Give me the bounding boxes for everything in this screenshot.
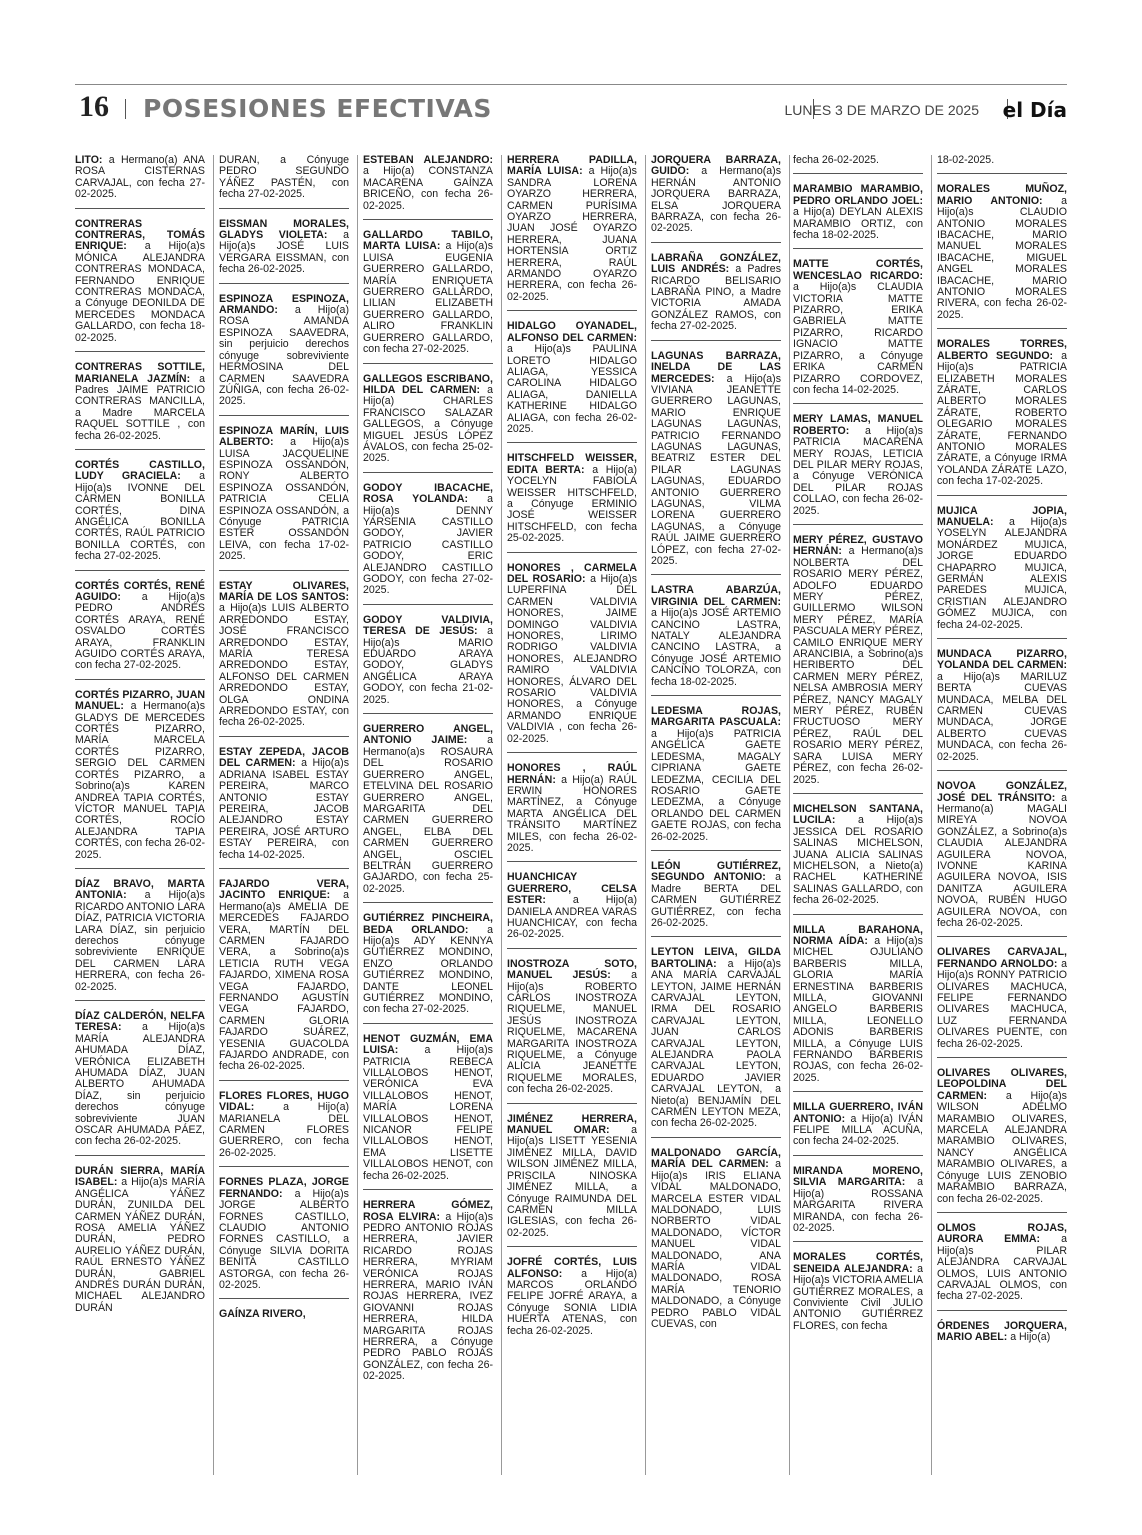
notice-entry <box>793 1102 923 1156</box>
deceased-name: LEDESMA ROJAS, MARGARITA PASCUALA: <box>651 705 781 729</box>
notice-text: a Hijo(a) MARIANELA DEL CARMEN FLORES GUERRERO, con fecha 26-02-2025. <box>219 1101 349 1159</box>
notice-text: a Hijo(a)s SANDRA LORENA OYARZO HERRERA, CARMEN PURÍSIMA OYARZO HERRERA, JUAN JOSÉ OYARZO HERRERA, JUANA HORTENSIA ORTIZ HERRERA, RAÚL ARMANDO OYARZO HERRERA, con fecha 26-02-2025. <box>507 165 637 303</box>
notice-text: a Hijo(a) ROSSANA MARGARITA RIVERA MIRANDA, con fecha 26-02-2025. <box>793 1176 923 1234</box>
notice-entry <box>75 362 205 450</box>
page-header <box>75 90 1067 130</box>
notice-entry <box>651 351 781 576</box>
notice-entry <box>75 690 205 869</box>
deceased-name: FORNES PLAZA, JORGE FERNANDO: <box>219 1176 349 1200</box>
notice-text: a Hijo(a)s YOSELYN ALEJANDRA MONÁRDEZ MUJICA, JORGE EDUARDO CHAPARRO MUJICA, GERMÁN ALEXIS PAREDES MUJICA, CRISTIAN ALEJANDRO GÓMEZ MUJICA, con fecha 24-02-2025. <box>937 515 1067 631</box>
deceased-name: ESPINOZA ESPINOZA, ARMANDO: <box>219 292 349 317</box>
deceased-name: HERRERA GÓMEZ, ROSA ELVIRA: <box>363 1199 493 1223</box>
deceased-name: MERY PÉREZ, GUSTAVO HERNÁN: <box>793 533 923 558</box>
notice-entry <box>507 563 637 754</box>
deceased-name: LITO: <box>75 155 103 166</box>
header-separator <box>125 99 126 119</box>
notice-entry <box>507 1114 637 1247</box>
notice-entry <box>937 506 1067 639</box>
deceased-name: JIMÉNEZ HERRERA, MANUEL OMAR: <box>507 1112 637 1137</box>
deceased-name: MERY LAMAS, MANUEL ROBERTO: <box>793 413 923 437</box>
deceased-name: MATTE CORTÉS, WENCESLAO RICARDO: <box>793 258 923 282</box>
notice-text: a Hijo(a)s JORGE ALBERTO FORNES CASTILLO, CLAUDIO ANTONIO FORNES CASTILLO, a Cónyuge SILVIA DORITA BENITA CASTILLO ASTORGA, con fecha 26-02-2025. <box>219 1187 349 1291</box>
deceased-name: MILLA GUERRERO, IVÁN ANTONIO: <box>793 1101 923 1125</box>
notice-entry <box>363 615 493 714</box>
notice-entry <box>219 294 349 416</box>
notice-text: a Hijo(a)s PATRICIA MACARENA MERY ROJAS, LETICIA DEL PILAR MERY ROJAS, a Cónyuge VERÓNICA DEL PILAR ROJAS COLLAO, con fecha 26-02-2025. <box>793 424 923 517</box>
notice-text: a Hijo(a)s PATRICIA ANGÉLICA GAETE LEDESMA, MAGALY CIPRIANA GAETE LEDEZMA, CECILIA DEL ROSARIO GAETE LEDEZMA, a Cónyuge ORLANDO DEL CARMEN GAETE ROJAS, con fecha 26-02-2025. <box>651 727 781 843</box>
notice-text: a Hijo(a)s DENNY YARSENIA CASTILLO GODOY, JAVIER PATRICIO CASTILLO GODOY, ERIC ALEJANDRO CASTILLO GODOY, con fecha 27-02-2025. <box>363 493 493 597</box>
deceased-name: GODOY VALDIVIA, TERESA DE JESÚS: <box>363 613 493 638</box>
deceased-name: CORTÉS PIZARRO, JUAN MANUEL: <box>75 688 205 713</box>
deceased-name: OLIVARES CARVAJAL, FERNANDO ARNOLDO: <box>937 946 1067 970</box>
deceased-name: FLORES FLORES, HUGO VIDAL: <box>219 1089 349 1114</box>
column-rule <box>357 155 358 1475</box>
notice-entry <box>793 804 923 915</box>
deceased-name: MORALES TORRES, ALBERTO SEGUNDO: <box>937 338 1067 362</box>
column-rule <box>213 155 214 1475</box>
notice-text: a Hijo(a)s MARÍA ALEJANDRA AHUMADA DÍAZ, VERÓNICA ELIZABETH AHUMADA DÍAZ, JUAN ALBERTO AHUMADA DÍAZ, sin perjuicio derechos cónyuge sobreviviente JUAN OSCAR AHUMADA PÁEZ, con fecha 26-02-2025. <box>75 1021 205 1148</box>
notice-entry <box>651 585 781 696</box>
notice-text: a Hijo(a) DANIELA ANDREA VARAS HUANCHICAY, con fecha 26-02-2025. <box>507 894 637 941</box>
deceased-name: HUANCHICAY GUERRERO, CELSA ESTER: <box>507 871 637 907</box>
deceased-name: GUERRERO ANGEL, ANTONIO JAIME: <box>363 723 493 747</box>
notice-text: a Hijo(a)s RICARDO ANTONIO LARA DÍAZ, PATRICIA VICTORIA LARA DÍAZ, sin perjuicio derechos cónyuge sobreviviente ENRIQUE DEL CARMEN LARA HERRERA, con fecha 26-02-2025. <box>75 889 205 993</box>
notice-entry <box>219 1177 349 1299</box>
notice-entry <box>793 259 923 404</box>
notice-text: a Hijo(a) DEYLAN ALEXIS MARAMBIO ORTIZ, con fecha 18-02-2025. <box>793 206 923 242</box>
notice-entry <box>507 959 637 1104</box>
notice-text: a Hermano(a)s NOLBERTA DEL ROSARIO MERY PÉREZ, ADOLFO EDUARDO MERY PÉREZ, GUILLERMO WILSON MERY PÉREZ, MARÍA PASCUALA MERY PÉREZ, CAMILO ENRIQUE MERY ARANCIBIA, a Sobrino(a)s HERIBERTO DEL CARMEN MERY PÉREZ, NELSA AMBROSIA MERY PÉREZ, NANCY MAGALY MERY PÉREZ, RUBÉN FRUCTUOSO MERY PÉREZ, RAÚL DEL ROSARIO MERY PÉREZ, SARA LUISA MERY PÉREZ, con fecha 26-02-2025. <box>793 545 923 786</box>
page-number: 16 <box>79 90 109 123</box>
deceased-name: MORALES CORTÉS, SENEIDA ALEJANDRA: <box>793 1251 923 1275</box>
notice-text: a Hijo(a)s PATRICIA ELIZABETH MORALES ZÁRATE, CARLOS ALBERTO MORALES ZÁRATE, ROBERTO OLEGARIO MORALES ZÁRATE, FERNANDO ANTONIO MORALES ZÁRATE, a Cónyuge IRMA YOLANDA ZÁRATE LAZO, con fecha 17-02-2025. <box>937 349 1067 488</box>
notice-entry <box>507 321 637 443</box>
top-rule <box>75 84 1067 85</box>
notice-text: a Hijo(a)s LISETT YESENIA JIMÉNEZ MILLA, DAVID WILSON JIMÉNEZ MILLA, PRISCILA NINOSKA JIMÉNEZ MILLA, a Cónyuge RAIMUNDA DEL CARMEN MILLA IGLESIAS, con fecha 26-02-2025. <box>507 1124 637 1239</box>
notice-column <box>75 155 205 1510</box>
deceased-name: INOSTROZA SOTO, MANUEL JESÚS: <box>507 957 637 982</box>
notice-text: fecha 26-02-2025. <box>793 155 879 166</box>
notice-text: a Hijo(a)s PAULINA LORETO HIDALGO ALIAGA, YESSICA CAROLINA HIDALGO ALIAGA, DANIELLA KATHERINE HIDALGO ALIAGA, con fecha 26-02-2025. <box>507 343 637 435</box>
notice-text: a Hijo(a)s MÓNICA ALEJANDRA CONTRERAS MONDACA, FERNANDO ENRIQUE CONTRERAS MONDACA, a Cónyuge DEONILDA DE MERCEDES MONDACA GALLARDO, con fecha 18-02-2025. <box>75 240 205 344</box>
notice-entry <box>75 581 205 680</box>
notice-text: a Hijo(a) MARCOS ORLANDO FELIPE JOFRÉ ARAYA, a Cónyuge SONIA LIDIA HUERTA ATENAS, con fecha 26-02-2025. <box>507 1267 637 1337</box>
notice-text: a Hijo(a)s ROBERTO CARLOS INOSTROZA RIQUELME, MANUEL JESÚS INOSTROZA RIQUELME, MACARENA MARGARITA INOSTROZA RIQUELME, a Cónyuge ALICIA JEANETTE RIQUELME MORALES, con fecha 26-02-2025. <box>507 969 637 1096</box>
deceased-name: NOVOA GONZÁLEZ, JOSÉ DEL TRÁNSITO: <box>937 780 1067 804</box>
notice-text: DURÁN, a Cónyuge PEDRO SEGUNDO YÁÑEZ PASTÉN, con fecha 27-02-2025. <box>219 155 349 201</box>
notice-entry <box>75 155 205 209</box>
section-title: POSESIONES EFECTIVAS <box>143 94 492 123</box>
notice-entry <box>793 1252 923 1339</box>
notice-text: a Hijo(a)s LUISA JACQUELINE ESPINOZA OSSANDÓN, RONY ALBERTO ESPINOZA OSSANDÓN, PATRICIA CELIA ESPINOZA OSSANDÓN, a Cónyuge PATRICIA ESTER OSSANDÓN LEIVA, con fecha 17-02-2025. <box>219 436 349 563</box>
notice-entry <box>651 947 781 1138</box>
deceased-name: HONORES , CARMELA DEL ROSARIO: <box>507 561 637 585</box>
notice-entry <box>219 219 349 284</box>
notice-column <box>793 155 923 1510</box>
notice-text: a Hijo(a)s LUPERFINA DEL CARMEN VALDIVIA HONORES, JAIME DOMINGO VALDIVIA HONORES, LIRIMO RODRIGO VALDIVIA HONORES, ALEJANDRO RAMIRO VALDIVIA HONORES, ÁLVARO DEL ROSARIO VALDIVIA HONORES, a Cónyuge ARMANDO ENRIQUE VALDIVIA , con fecha 26-02-2025. <box>507 573 637 745</box>
notice-text: a Padres RICARDO BELISARIO LABRAÑA PINO, a Madre VICTORIA AMADA GONZÁLEZ RAMOS, con fecha 27-02-2025. <box>651 263 781 333</box>
deceased-name: CORTÉS CORTÉS, RENÉ AGUIDO: <box>75 579 205 603</box>
deceased-name: ESTEBAN ALEJANDRO: <box>363 155 493 166</box>
deceased-name: HENOT GUZMÁN, EMA LUISA: <box>363 1032 493 1057</box>
notice-text: a Hijo(a)s MARÍA ANGÉLICA YÁÑEZ DURÁN, ZUNILDA DEL CARMEN YÁÑEZ DURÁN, ROSA AMELIA YÁÑEZ DURÁN, PEDRO AURELIO YÁÑEZ DURÁN, RAÚL ERNESTO YÁÑEZ DURÁN, GABRIEL ANDRÉS DURÁN DURÁN, MICHAEL ALEJANDRO DURÁN <box>75 1176 205 1314</box>
notice-entry <box>793 184 923 249</box>
notice-entry <box>219 879 349 1081</box>
notice-entry <box>651 253 781 341</box>
notices-columns <box>75 155 1067 1515</box>
notice-entry <box>507 763 637 862</box>
deceased-name: FAJARDO VERA, JACINTO ENRIQUE: <box>219 877 349 902</box>
column-rule <box>789 155 790 1475</box>
notice-entry <box>363 1034 493 1190</box>
notice-entry <box>507 453 637 552</box>
notice-entry <box>75 1011 205 1156</box>
notice-text: a Hijo(a)s VICTORIA AMELIA GUTIÉRREZ MORALES, a Conviviente Civil JULIO ANTONIO GUTIÉRREZ FLORES, con fecha <box>793 1262 923 1332</box>
deceased-name: GODOY IBACACHE, ROSA YOLANDA: <box>363 481 493 506</box>
notice-text: a Hijo(a) CONSTANZA MACARENA GAÍNZA BRICEÑO, con fecha 26-02-2025. <box>363 165 493 212</box>
notice-entry <box>219 1309 349 1327</box>
notice-text: a Hijo(a)s MICHEL OJULIANO BARBERIS MILLA, GLORIA MARÍA ERNESTINA BARBERIS MILLA, GIOVANNI ANGELO BARBERIS MILLA, LEONELLO ADONIS BARBERIS MILLA, a Cónyuge LUIS FERNANDO BARBERIS ROJAS, con fecha 26-02-2025. <box>793 934 923 1084</box>
notice-text: a Hijo(a)s PILAR ALEJANDRA CARVAJAL OLMOS, LUIS ANTONIO CARVAJAL OLMOS, con fecha 27-02-2025. <box>937 1233 1067 1303</box>
notice-text: a Hijo(a) IVÁN FELIPE MILLA ACUÑA, con fecha 24-02-2025. <box>793 1112 923 1148</box>
notice-entry <box>651 861 781 937</box>
notice-text: a Hermano(a) ANA ROSA CISTERNAS CARVAJAL, con fecha 27-02-2025. <box>75 155 205 201</box>
notice-entry <box>507 872 637 948</box>
deceased-name: GALLEGOS ESCRIBANO, HILDA DEL CARMEN: <box>363 372 493 396</box>
deceased-name: GUTIÉRREZ PINCHEIRA, BEDA ORLANDO: <box>363 912 493 936</box>
deceased-name: MILLA BARAHONA, NORMA AÍDA: <box>793 923 923 947</box>
notice-entry <box>363 230 493 363</box>
notice-entry <box>75 460 205 571</box>
notice-text: 18-02-2025. <box>937 155 995 166</box>
notice-entry <box>937 1223 1067 1311</box>
notice-entry <box>219 1091 349 1167</box>
notice-text: a Hijo(a)s MARIO EDUARDO ARAYA GODOY, GLADYS ANGÉLICA ARAYA GODOY, con fecha 21-02-2025. <box>363 625 493 706</box>
notice-entry <box>507 155 637 311</box>
notice-text: a Hijo(a) YOCELYN FABIOLA WEISSER HITSCHFELD, a Cónyuge ERMINIO JOSÉ WEISSER HITSCHFELD, con fecha 25-02-2025. <box>507 463 637 545</box>
deceased-name: ESTAY ZEPEDA, JACOB DEL CARMEN: <box>219 745 349 770</box>
notice-text: a Hijo(a)s CLAUDIO ANTONIO MORALES IBACACHE, MARIO MANUEL MORALES IBACACHE, MIGUEL ANGEL MORALES IBACACHE, MARIO ANTONIO MORALES RIVERA, con fecha 26-02-2025. <box>937 194 1067 321</box>
issue-date: LUNES 3 DE MARZO DE 2025 <box>784 102 979 118</box>
deceased-name: MORALES MUÑOZ, MARIO ANTONIO: <box>937 183 1067 207</box>
deceased-name: HITSCHFELD WEISSER, EDITA BERTA: <box>507 452 637 476</box>
notice-text: a Hijo(a)s IRIS ELIANA VIDAL MALDONADO, MARCELA ESTER VIDAL MALDONADO, LUIS NORBERTO VIDAL MALDONADO, VÍCTOR MANUEL VIDAL MALDONADO, ANA MARÍA VIDAL MALDONADO, ROSA MARÍA TENORIO MALDONADO, a Cónyuge PEDRO PABLO VIDAL CUEVAS, con <box>651 1158 781 1330</box>
deceased-name: JOFRÉ CORTÉS, LUIS ALFONSO: <box>507 1256 637 1280</box>
column-rule <box>501 155 502 1475</box>
notice-entry <box>219 426 349 571</box>
notice-entry <box>937 649 1067 771</box>
notice-entry <box>363 155 493 220</box>
deceased-name: MALDONADO GARCÍA, MARÍA DEL CARMEN: <box>651 1146 781 1171</box>
notice-text: a Hijo(a)s PEDRO ANDRÉS CORTÉS ARAYA, RENÉ OSVALDO CORTÉS ARAYA, FRANKLIN AGUIDO CORTÉS ARAYA, con fecha 27-02-2025. <box>75 591 205 672</box>
notice-text: a Hijo(a)s JOSÉ LUIS VERGARA EISSMAN, con fecha 26-02-2025. <box>219 229 349 276</box>
notice-entry <box>793 925 923 1093</box>
notice-text: a Hijo(a)s JOSÉ ARTEMIO CANCINO LASTRA, NATALY ALEJANDRA CANCINO LASTRA, a Cónyuge JOSÉ ARTEMIO CANCINO TOLORZA, con fecha 18-02-2025. <box>651 607 781 688</box>
notice-text: a Hijo(a) <box>1010 1331 1051 1344</box>
notice-entry <box>793 535 923 794</box>
deceased-name: MARAMBIO MARAMBIO, PEDRO ORLANDO JOEL: <box>793 183 923 207</box>
deceased-name: MUJICA JOPIA, MANUELA: <box>937 504 1067 528</box>
notice-entry <box>651 155 781 243</box>
deceased-name: HERRERA PADILLA, MARÍA LUISA: <box>507 155 637 178</box>
column-rule <box>645 155 646 1475</box>
notice-entry <box>219 155 349 209</box>
deceased-name: GALLARDO TABILO, MARTA LUISA: <box>363 229 493 253</box>
notice-entry <box>363 483 493 605</box>
deceased-name: DÍAZ CALDERÓN, NELFA TERESA: <box>75 1010 205 1034</box>
notice-entry <box>937 155 1067 174</box>
notice-column <box>507 155 637 1510</box>
notice-text: a Hermano(a)s AMELIA DE MERCEDES FAJARDO VERA, MARTÍN DEL CARMEN FAJARDO VERA, a Sobrino(a)s LETICIA RUTH VEGA FAJARDO, XIMENA ROSA VEGA FAJARDO, FERNANDO AGUSTÍN VEGA FAJARDO, CARMEN GLORIA FAJARDO SUÁREZ, YESENIA GUACOLDA FAJARDO ANDRADE, con fecha 26-02-2025. <box>219 889 349 1073</box>
notice-text: a Hijo(a)s LUIS ALBERTO ARREDONDO ESTAY, JOSÉ FRANCISCO ARREDONDO ESTAY, MARÍA TERESA ARREDONDO ESTAY, ALFONSO DEL CARMEN ARREDONDO ESTAY, OLGA ONDINA ARREDONDO ESTAY, con fecha 26-02-2025. <box>219 602 349 729</box>
notice-entry <box>937 947 1067 1058</box>
notice-entry <box>219 581 349 737</box>
notice-text: a Hijo(a)s LUISA EUGENIA GUERRERO GALLARDO, MARÍA ENRIQUETA GUERRERO GALLARDO, LILIAN ELIZABETH GUERRERO GALLARDO, ALIRO FRANKLIN GUERRERO GALLARDO, con fecha 27-02-2025. <box>363 240 493 356</box>
notice-entry <box>793 414 923 525</box>
notice-entry <box>793 155 923 174</box>
notice-text: a Hijo(a) RAÚL ERWIN HONORES MARTÍNEZ, a Cónyuge MARTA ANGÉLICA DEL TRÁNSITO MARTÍNEZ MILES, con fecha 26-02-2025. <box>507 773 637 854</box>
notice-entry <box>937 1068 1067 1213</box>
deceased-name: EISSMAN MORALES, GLADYS VIOLETA: <box>219 217 349 242</box>
deceased-name: ESPINOZA MARÍN, LUIS ALBERTO: <box>219 424 349 449</box>
notice-text: a Hijo(a)s JESSICA DEL ROSARIO SALINAS MICHELSON, JUANA ALICIA SALINAS MICHELSON, a Nieto(a) RACHEL KATHERINE SALINAS GALLARDO, con fecha 26-02-2025. <box>793 814 923 907</box>
notice-column <box>363 155 493 1510</box>
deceased-name: LASTRA ABARZÚA, VIRGINIA DEL CARMEN: <box>651 584 781 608</box>
notice-text: a Hijo(a)s VIVIANA JEANETTE GUERRERO LAGUNAS, MARIO ENRIQUE LAGUNAS LAGUNAS, PATRICIO FERNANDO LAGUNAS LAGUNAS, BEATRIZ ESTER DEL PILAR LAGUNAS LAGUNAS, EDUARDO ANTONIO GUERRERO LAGUNAS, VILMA LORENA GUERRERO LAGUNAS, a Cónyuge RAÚL JAIME GUERRERO LÓPEZ, con fecha 27-02-2025. <box>651 372 781 567</box>
deceased-name: CONTRERAS CONTRERAS, TOMÁS ENRIQUE: <box>75 217 205 253</box>
notice-entry <box>75 219 205 352</box>
deceased-name: GAÍNZA RIVERO, <box>219 1308 306 1321</box>
notice-text: a Hijo(a)s ADRIANA ISABEL ESTAY PEREIRA, MARCO ANTONIO ESTAY PEREIRA, JACOB ALEJANDRO ESTAY PEREIRA, JOSÉ ARTURO ESTAY PEREIRA, con fecha 14-02-2025. <box>219 757 349 861</box>
notice-entry <box>363 374 493 473</box>
notice-text: a Padres JAIME PATRICIO CONTRERAS MANCILLA, a Madre MARCELA RAQUEL SOTTILE , con fecha 26-02-2025. <box>75 372 205 442</box>
deceased-name: ESTAY OLIVARES, MARÍA DE LOS SANTOS: <box>219 579 349 603</box>
notice-text: a Madre BERTA DEL CARMEN GUTIÉRREZ GUTIÉRREZ, con fecha 26-02-2025. <box>651 871 781 929</box>
notice-text: a Hijo(a)s MARILUZ BERTA CUEVAS MUNDACA, MELBA DEL CARMEN CUEVAS MUNDACA, JORGE ALBERTO CUEVAS MUNDACA, con fecha 26-02-2025. <box>937 670 1067 763</box>
notice-text: a Hijo(a) ROSA AMANDA ESPINOZA SAAVEDRA, sin perjuicio derechos cónyuge sobreviviente HERMOSINA DEL CARMEN SAAVEDRA ZÚÑIGA, con fecha 26-02-2025. <box>219 304 349 408</box>
deceased-name: HONORES , RAÚL HERNÁN: <box>507 762 637 786</box>
notice-text: a Hermano(a)s HERNÁN ANTONIO JORQUERA BARRAZA, ELSA JORQUERA BARRAZA, con fecha 26-02-2025. <box>651 165 781 235</box>
notice-column <box>651 155 781 1510</box>
deceased-name: CORTÉS CASTILLO, LUDY GRACIELA: <box>75 458 205 483</box>
deceased-name: HIDALGO OYANADEL, ALFONSO DEL CARMEN: <box>507 320 637 344</box>
notice-entry <box>651 706 781 851</box>
notice-entry <box>793 1166 923 1242</box>
deceased-name: LAGUNAS BARRAZA, INELDA DE LAS MERCEDES: <box>651 349 781 385</box>
notice-text: a Hijo(a)s PATRICIA REBECA VILLALOBOS HENOT, VERÓNICA EVA VILLALOBOS HENOT, MARÍA LORENA VILLALOBOS HENOT, NICANOR FELIPE VILLALOBOS HENOT, EMA LISETTE VILLALOBOS HENOT, con fecha 26-02-2025. <box>363 1044 493 1182</box>
notice-text: a Hijo(a)s PEDRO ANTONIO ROJAS HERRERA, JAVIER RICARDO ROJAS HERRERA, MYRIAM VERÓNICA ROJAS HERRERA, MARIO IVÁN ROJAS HERRERA, IVEZ GIOVANNI ROJAS HERRERA, HILDA MARGARITA ROJAS HERRERA, a Cónyuge PEDRO PABLO ROJAS GONZÁLEZ, con fecha 26-02-2025. <box>363 1210 493 1383</box>
deceased-name: MIRANDA MORENO, SILVIA MARGARITA: <box>793 1164 923 1189</box>
notice-text: a Hijo(a)s IVONNE DEL CARMEN BONILLA CORTÉS, DINA ANGÉLICA BONILLA CORTÉS, RAÚL PATRICIO BONILLA CORTÉS, con fecha 27-02-2025. <box>75 470 205 563</box>
notice-entry <box>937 1321 1067 1351</box>
notice-text: a Hijo(a)s WILSON ADELMO MARAMBIO OLIVARES, MARCELA ALEJANDRA MARAMBIO OLIVARES, NANCY ANGÉLICA MARAMBIO OLIVARES, a Cónyuge LUIS ZENOBIO MARAMBIO BARRAZA, con fecha 26-02-2025. <box>937 1089 1067 1205</box>
deceased-name: OLMOS ROJAS, AURORA EMMA: <box>937 1221 1067 1246</box>
deceased-name: CONTRERAS SOTTILE, MARIANELA JAZMÍN: <box>75 361 205 385</box>
deceased-name: JORQUERA BARRAZA, GUIDO: <box>651 155 781 178</box>
notice-text: a Hijo(a)s CLAUDIA VICTORIA MATTE PIZARRO, ERIKA GABRIELA MATTE PIZARRO, RICARDO IGNACIO MATTE PIZARRO, a Cónyuge ERIKA CARMEN PIZARRO CORDOVEZ, con fecha 14-02-2025. <box>793 281 923 396</box>
deceased-name: DÍAZ BRAVO, MARTA ANTONIA: <box>75 877 205 902</box>
notice-text: a Hermano(a)s GLADYS DE MERCEDES CORTÉS PIZARRO, MARÍA MARCELA CORTÉS PIZARRO, SERGIO DEL CARMEN CORTÉS PIZARRO, a Sobrino(a)s KAREN ANDREA TAPIA CORTÉS, VÍCTOR MANUEL TAPIA CORTÉS, ROCÍO ALEJANDRA TAPIA CORTÉS, con fecha 26-02-2025. <box>75 700 205 861</box>
notice-entry <box>219 747 349 869</box>
notice-entry <box>507 1257 637 1344</box>
deceased-name: ÓRDENES JORQUERA, MARIO ABEL: <box>937 1319 1067 1344</box>
notice-text: a Hijo(a)s RONNY PATRICIO OLIVARES MACHUCA, FELIPE FERNANDO OLIVARES MACHUCA, LUZ FERNANDA OLIVARES PUENTE, con fecha 26-02-2025. <box>937 957 1067 1050</box>
deceased-name: LEÓN GUTIÉRREZ, SEGUNDO ANTONIO: <box>651 859 781 884</box>
notice-entry <box>651 1148 781 1338</box>
deceased-name: MUNDACA PIZARRO, YOLANDA DEL CARMEN: <box>937 648 1067 672</box>
deceased-name: MICHELSON SANTANA, LUCILA: <box>793 802 923 827</box>
notice-column <box>937 155 1067 1510</box>
newspaper-logo: el Día <box>1002 98 1067 122</box>
notice-entry <box>363 1200 493 1390</box>
notice-entry <box>75 879 205 1001</box>
deceased-name: LEYTON LEIVA, GILDA BARTOLINA: <box>651 946 781 970</box>
notice-text: a Hijo(a) CHARLES FRANCISCO SALAZAR GALLEGOS, a Cónyuge MIGUEL JESÚS LÓPEZ ÁVALOS, con fecha 25-02-2025. <box>363 383 493 465</box>
notice-column <box>219 155 349 1510</box>
notice-text: a Hijo(a)s ADY KENNYA GUTIÉRREZ MONDINO, ENZO ORLANDO GUTIÉRREZ MONDINO, DANTE LEONEL GUTIÉRREZ MONDINO, con fecha 27-02-2025. <box>363 923 493 1016</box>
deceased-name: LABRAÑA GONZÁLEZ, LUIS ANDRÉS: <box>651 251 781 276</box>
notice-text: a Hermano(a) MAGALI MIREYA NOVOA GONZÁLEZ, a Sobrino(a)s CLAUDIA ALEJANDRA AGUILERA NOVOA, IVONNE KARINA AGUILERA NOVOA, ISIS DANITZA AGUILERA NOVOA, RUBÉN HUGO AGUILERA NOVOA, con fecha 26-02-2025. <box>937 791 1067 929</box>
notice-entry <box>937 184 1067 329</box>
deceased-name: OLIVARES OLIVARES, LEOPOLDINA DEL CARMEN: <box>937 1067 1067 1102</box>
deceased-name: DURÁN SIERRA, MARÍA ISABEL: <box>75 1164 205 1189</box>
notice-entry <box>363 913 493 1024</box>
notice-entry <box>75 1166 205 1321</box>
column-rule <box>931 155 932 1475</box>
notice-entry <box>937 339 1067 495</box>
notice-text: a Hermano(a)s ROSAURA DEL ROSARIO GUERRERO ANGEL, ETELVINA DEL ROSARIO GUERRERO ANGEL, MARGARITA DEL CARMEN GUERRERO ANGEL, ELBA DEL CARMEN GUERRERO ANGEL, OSCIEL BELTRÁN GUERRERO GAJARDO, con fecha 25-02-2025. <box>363 734 493 895</box>
notice-entry <box>363 724 493 903</box>
notice-entry <box>937 781 1067 937</box>
notice-text: a Hijo(a)s ANA MARÍA CARVAJAL LEYTON, JAIME HERNÁN CARVAJAL LEYTON, IRMA DEL ROSARIO CARVAJAL LEYTON, JUAN CARLOS CARVAJAL LEYTON, ALEJANDRA PAOLA CARVAJAL LEYTON, EDUARDO JAVIER CARVAJAL LEYTON, a Nieto(a) BENJAMÍN DEL CARMEN LEYTON MEZA, con fecha 26-02-2025. <box>651 957 781 1130</box>
